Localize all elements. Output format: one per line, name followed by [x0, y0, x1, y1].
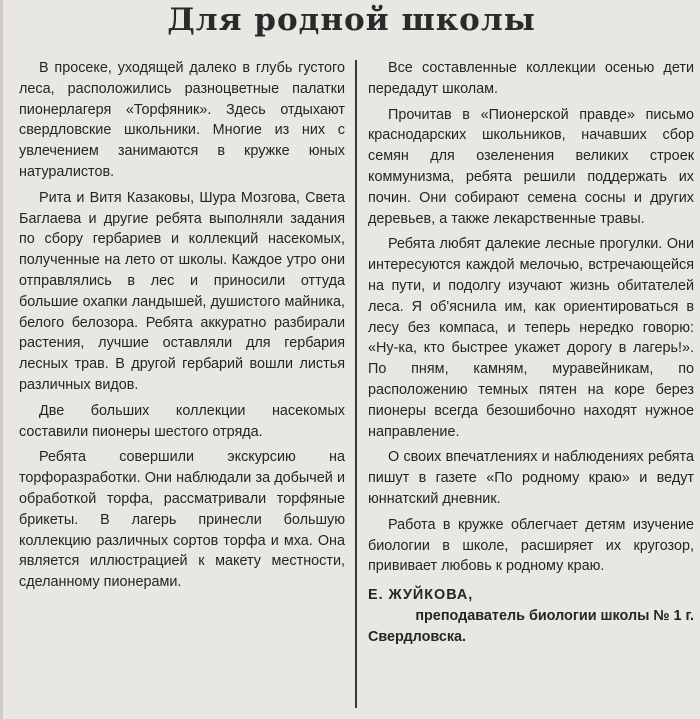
article-headline: Для родной школы	[167, 2, 536, 38]
paragraph: Все составленные коллекции осенью дети передадут школам.	[368, 60, 694, 97]
author-name: Е. ЖУЙКОВА,	[368, 587, 474, 604]
paragraph: Рита и Витя Казаковы, Шура Мозгова, Света Баглаева и другие ребята выполняли задания по сбору гербариев и коллекций насекомых, полученные на лето от школы. Каждое утро они отправлялись в лес и приносили оттуда большие охапки ландышей, душистого майника, белого белозора. Ребята аккуратно разбирали растения, лучшие оставляли для гербария лесных трав. В другой гербарий вошли листья различных видов.	[19, 189, 345, 393]
paragraph: Ребята любят далекие лесные прогулки. Они интересуются каждой мелочью, встречающейся на пути, и подолгу изучают жизнь обитателей леса. Я об'яснила им, как ориентироваться в лесу без компаса, и теперь нередко говорю: «Ну-ка, кто быстрее укажет дорогу в лагерь!». По пням, камням, муравейникам, по расположению темных пятен на коре берез пионеры всегда безошибочно находят нужное направление.	[368, 236, 694, 440]
column-divider	[355, 60, 357, 708]
paragraph: В просеке, уходящей далеко в глубь густого леса, расположились разноцветные палатки пионерлагеря «Торфяник». Здесь отдыхают свердловские школьники. Многие из них с увлечением занимаются в кружке юных натуралистов.	[19, 60, 345, 180]
paragraph: Прочитав в «Пионерской правде» письмо краснодарских школьников, начавших сбор семян для озеленения великих строек коммунизма, ребята решили поддержать их почин. Они собирают семена сосны и других деревьев, а также лекарственные травы.	[368, 106, 694, 227]
paragraph: Работа в кружке облегчает детям изучение биологии в школе, расширяет их кругозор, прививает любовь к родному краю.	[368, 516, 694, 575]
author-role: преподаватель биологии школы № 1 г. Свердловска.	[368, 607, 694, 645]
paragraph: О своих впечатлениях и наблюдениях ребята пишут в газете «По родному краю» и ведут юннатский дневник.	[368, 449, 694, 507]
left-column	[19, 58, 345, 593]
paragraph: Две больших коллекции насекомых составили пионеры шестого отряда.	[19, 402, 345, 440]
right-column	[368, 58, 694, 648]
author-signature	[368, 585, 694, 647]
paragraph: Ребята совершили экскурсию на торфоразработки. Они наблюдали за добычей и обработкой торфа, рассматривали торфяные брикеты. В лагерь принесли большую коллекцию различных сортов торфа и мха. Она является иллюстрацией к макету местности, сделанному пионерами.	[19, 449, 345, 591]
